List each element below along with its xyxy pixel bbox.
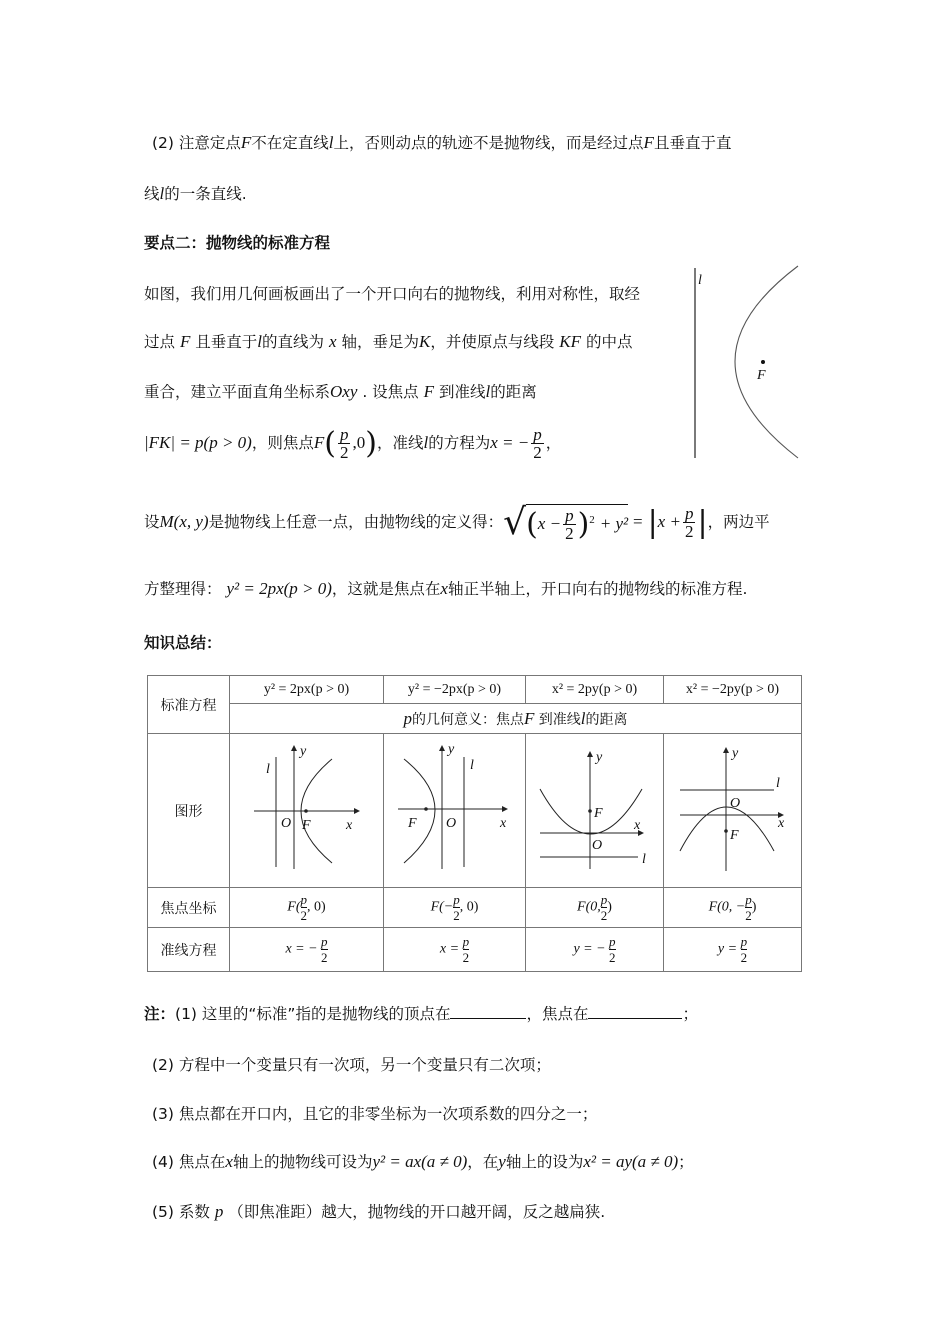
eq-cell: y² = 2px(p > 0): [230, 676, 384, 704]
svg-text:O: O: [729, 795, 740, 811]
table-row: [148, 704, 802, 734]
intro-line4: |FK| = p(p > 0)，则焦点F( $\frac{p}{2}$ ,0)，准线l的方程为x = − $\frac{p}{2}$ ，: [144, 425, 562, 462]
note-point-2-line1: (2) 注意定点F不在定直线l上，否则动点的轨迹不是抛物线，而是经过点F且垂直于直: [152, 133, 732, 152]
svg-text:O: O: [445, 815, 456, 831]
fill-in-blank[interactable]: [450, 1004, 526, 1019]
directrix-cell: y = $\frac{p}{2}$: [664, 928, 802, 972]
graph-opens-right: [242, 739, 372, 879]
header-focus: 焦点坐标: [148, 888, 230, 928]
svg-text:F: F: [729, 827, 739, 843]
svg-text:F: F: [407, 815, 417, 831]
header-standard-equation: 标准方程: [148, 676, 230, 734]
intro-line1: 如图，我们用几何画板画出了一个开口向右的抛物线，利用对称性，取经: [144, 285, 641, 303]
header-figure: 图形: [148, 734, 230, 888]
figure-cell-right: [230, 734, 384, 888]
eq-cell: x² = 2py(p > 0): [526, 676, 664, 704]
svg-text:O: O: [280, 815, 291, 831]
svg-text:l: l: [641, 851, 646, 867]
table-row: [148, 734, 802, 888]
note-4: (4) 焦点在x轴上的抛物线可设为y² = ax(a ≠ 0)，在y轴上的设为x² = ay(a ≠ 0)；: [152, 1152, 694, 1171]
fill-in-blank[interactable]: [588, 1004, 682, 1019]
svg-text:x: x: [345, 817, 352, 833]
directrix-cell: x = − $\frac{p}{2}$: [230, 928, 384, 972]
note-2: (2) 方程中一个变量只有一次项，另一个变量只有二次项；: [152, 1056, 551, 1074]
table-row: [148, 676, 802, 704]
svg-text:O: O: [591, 837, 602, 853]
intro-line3: 重合，建立平面直角坐标系Oxy . 设焦点 F 到准线l的距离: [144, 382, 537, 401]
formula-fk: |FK| = p(p > 0): [144, 433, 252, 452]
note-5: (5) 系数 p （即焦准距）越大，抛物线的开口越开阔，反之越扁狭.: [152, 1202, 606, 1221]
focus-cell: F( $\frac{p}{2}$ , 0): [230, 888, 384, 928]
svg-text:F: F: [593, 805, 603, 821]
header-directrix: 准线方程: [148, 928, 230, 972]
svg-text:l: l: [469, 757, 474, 773]
graph-opens-left: [390, 739, 520, 879]
section-heading: 要点二：抛物线的标准方程: [144, 234, 331, 252]
svg-text:x: x: [633, 817, 640, 833]
figure-cell-down: [664, 734, 802, 888]
table-row: [148, 928, 802, 972]
summary-title: 知识总结：: [144, 634, 222, 652]
fraction-p-over-2: $\frac{p}{2}$: [339, 425, 349, 462]
focus-cell: F(− $\frac{p}{2}$ , 0): [384, 888, 526, 928]
standard-equation-line: 方整理得： y² = 2px(p > 0)，这就是焦点在x轴正半轴上，开口向右的抛物线的标准方程.: [144, 579, 748, 598]
svg-text:y: y: [595, 749, 602, 765]
p-meaning-cell: p的几何意义：焦点F 到准线l的距离: [230, 704, 802, 734]
table-row: [148, 888, 802, 928]
focus-cell: F(0, $\frac{p}{2}$ ): [526, 888, 664, 928]
parabola-curve: [735, 266, 798, 458]
graph-opens-up: [530, 739, 660, 879]
figure-cell-left: [384, 734, 526, 888]
point-M: M(x, y): [159, 512, 209, 531]
svg-text:x: x: [777, 815, 784, 831]
directrix-cell: y = − $\frac{p}{2}$: [526, 928, 664, 972]
math-l: l: [328, 133, 334, 152]
focus-cell: F(0, − $\frac{p}{2}$ ): [664, 888, 802, 928]
note-point-2-line2: 线l的一条直线.: [144, 184, 247, 203]
summary-table: [147, 675, 802, 972]
directrix-label: l: [698, 273, 702, 288]
definition-line: 设M(x, y)是抛物线上任意一点，由抛物线的定义得：√(x − $\frac{p}{2}$ )$^2$ + y² = |x + $\frac{p}{2}$ |，两边平: [144, 502, 770, 543]
math-F: F: [240, 133, 252, 152]
note-1: 注：(1) 这里的“标准”指的是抛物线的顶点在 ，焦点在 ；: [144, 1005, 698, 1023]
svg-text:l: l: [775, 775, 780, 791]
math-l: l: [159, 184, 165, 203]
intro-line2: 过点 F 且垂直于l的直线为 x 轴，垂足为K，并使原点与线段 KF 的中点: [144, 332, 633, 351]
eq-cell: x² = −2py(p > 0): [664, 676, 802, 704]
parabola-figure: [684, 262, 804, 464]
math-F: F: [643, 133, 654, 152]
focus-point: [761, 360, 765, 364]
svg-text:x: x: [499, 815, 506, 831]
figure-cell-up: [526, 734, 664, 888]
svg-text:y: y: [731, 745, 738, 761]
graph-opens-down: [668, 739, 798, 879]
svg-text:F: F: [301, 817, 311, 833]
svg-text:l: l: [265, 761, 270, 777]
note-3: (3) 焦点都在开口内，且它的非零坐标为一次项系数的四分之一；: [152, 1105, 598, 1123]
svg-text:y: y: [299, 743, 306, 759]
standard-equation: y² = 2px(p > 0): [226, 579, 332, 598]
fraction-p-over-2: $\frac{p}{2}$: [533, 425, 542, 462]
focus-label: F: [757, 368, 766, 383]
directrix-cell: x = $\frac{p}{2}$: [384, 928, 526, 972]
eq-cell: y² = −2px(p > 0): [384, 676, 526, 704]
svg-text:y: y: [447, 741, 454, 757]
